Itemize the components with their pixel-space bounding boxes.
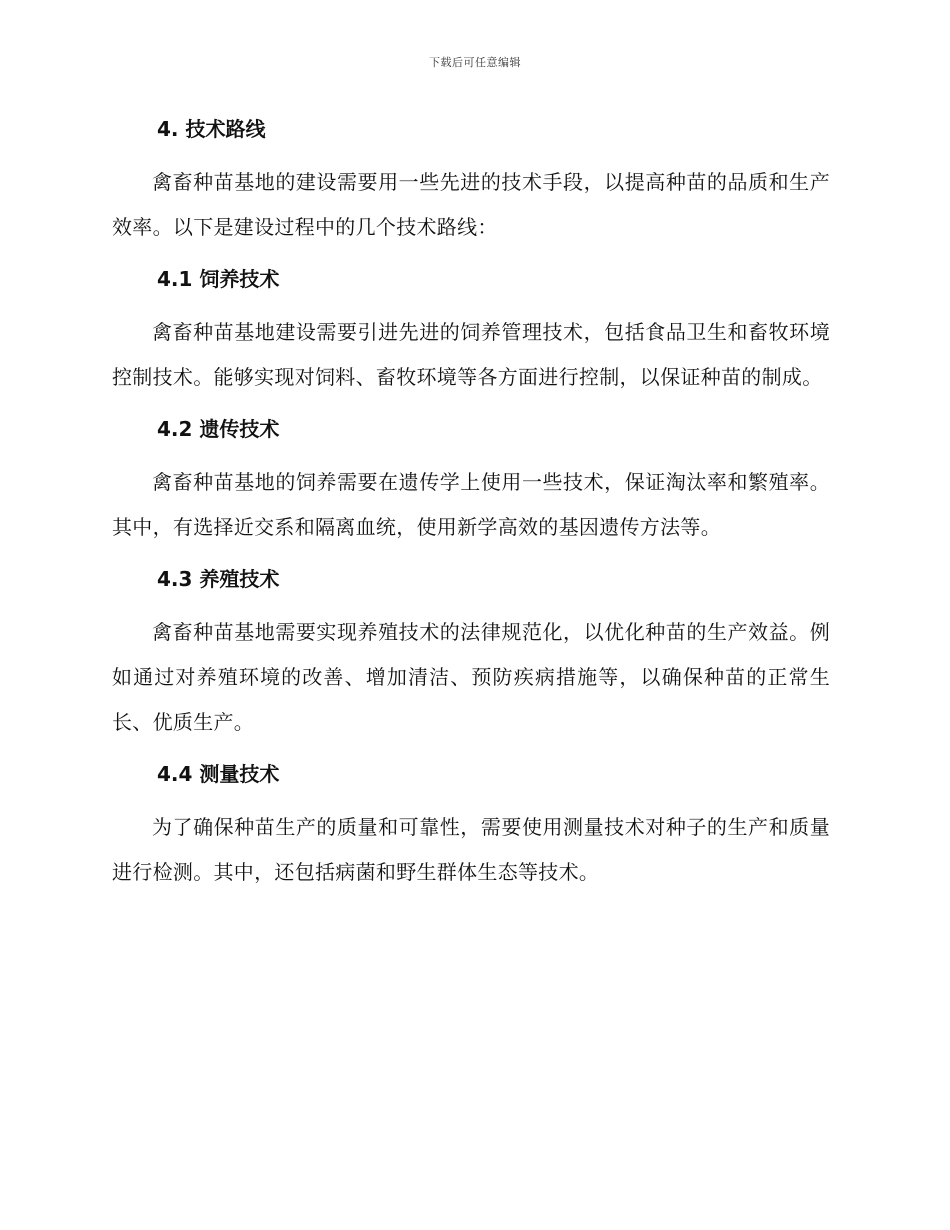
section-paragraph-4: 禽畜种苗基地的建设需要用一些先进的技术手段，以提高种苗的品质和生产效率。以下是建设过程中的几个技术路线： (112, 170, 830, 239)
page-header: 下载后可任意编辑 (429, 56, 521, 69)
section-paragraph-4-4: 为了确保种苗生产的质量和可靠性，需要使用测量技术对种子的生产和质量进行检测。其中，还包括病菌和野生群体生态等技术。 (112, 815, 830, 884)
section-heading-4-1: 4.1 饲养技术 (157, 267, 280, 291)
section-heading-4: 4. 技术路线 (157, 117, 266, 141)
section-heading-4-4: 4.4 测量技术 (157, 762, 280, 786)
section-paragraph-4-1: 禽畜种苗基地建设需要引进先进的饲养管理技术，包括食品卫生和畜牧环境控制技术。能够实现对饲料、畜牧环境等各方面进行控制，以保证种苗的制成。 (112, 320, 830, 389)
section-paragraph-4-3: 禽畜种苗基地需要实现养殖技术的法律规范化，以优化种苗的生产效益。例如通过对养殖环境的改善、增加清洁、预防疾病措施等，以确保种苗的正常生长、优质生产。 (112, 620, 830, 734)
document-body (112, 110, 830, 895)
section-heading-4-3: 4.3 养殖技术 (157, 567, 280, 591)
section-heading-4-2: 4.2 遗传技术 (157, 417, 280, 441)
section-paragraph-4-2: 禽畜种苗基地的饲养需要在遗传学上使用一些技术，保证淘汰率和繁殖率。其中，有选择近交系和隔离血统，使用新学高效的基因遗传方法等。 (112, 470, 830, 539)
